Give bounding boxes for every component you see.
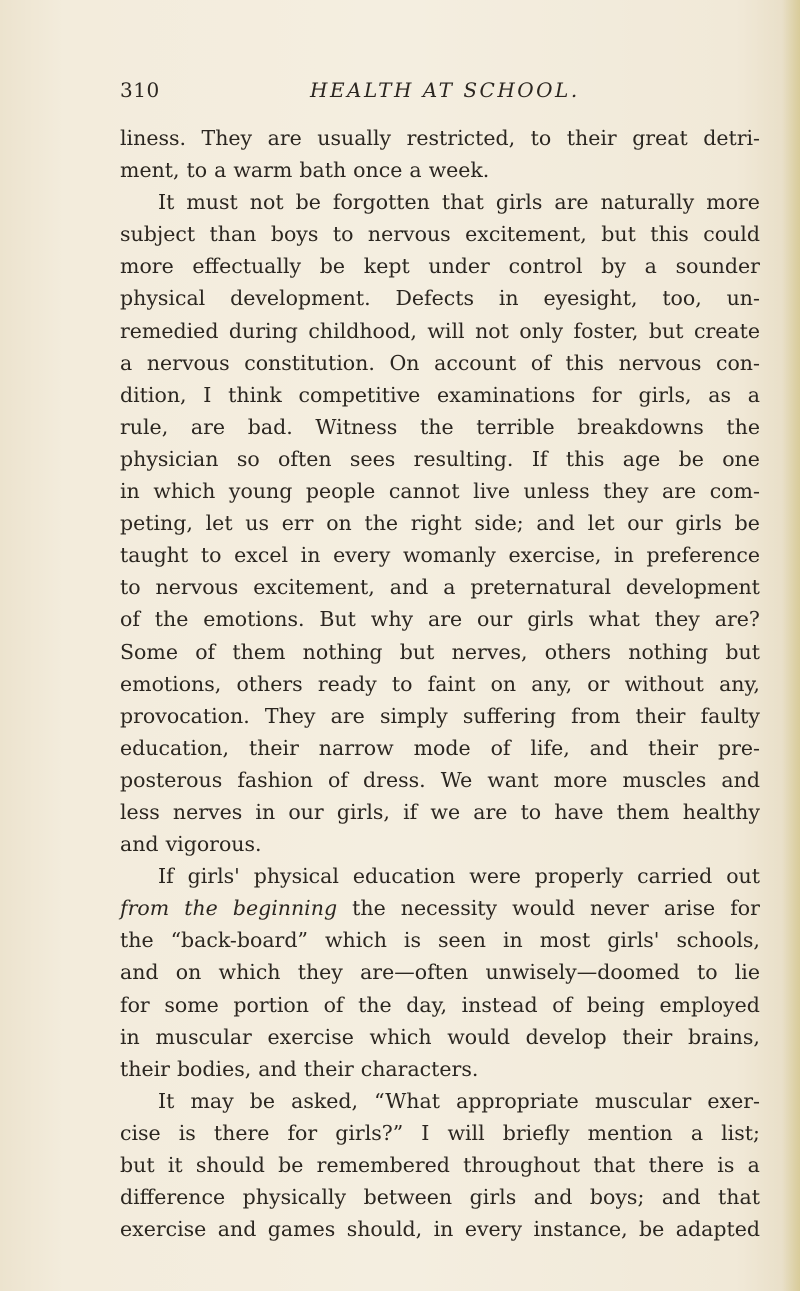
running-title: HEALTH AT SCHOOL. — [310, 78, 580, 102]
text-line: ment, to a warm bath once a week. — [120, 158, 490, 183]
text-line: and on which they are—often unwisely—doomed to lie — [120, 960, 760, 985]
text-line: rule, are bad. Witness the terrible breakdowns the — [120, 414, 760, 439]
text-line: more effectually be kept under control by a sounder — [120, 254, 760, 279]
text-line: taught to excel in every womanly exercise, in preference — [120, 543, 760, 568]
page-edge-shadow — [782, 0, 800, 1291]
text-line: but it should be remembered throughout that there is a — [120, 1153, 760, 1177]
text-line: exercise and games should, in every instance, be adapted — [120, 1217, 760, 1242]
running-header — [120, 78, 760, 112]
text-line: dition, I think competitive examinations for girls, as a — [120, 382, 760, 407]
text-line: emotions, others ready to faint on any, or without any, — [120, 671, 760, 696]
text-line: in muscular exercise which would develop their brains, — [120, 1024, 760, 1049]
text-line: from the beginning the necessity would never arise for — [120, 896, 760, 921]
text-line: in which young people cannot live unless they are com- — [120, 479, 760, 504]
text-line: physical development. Defects in eyesight, too, un- — [120, 286, 760, 311]
text-line: If girls' physical education were properly carried out — [158, 864, 760, 889]
text-line: of the emotions. But why are our girls what they are? — [120, 607, 760, 632]
text-line: physician so often sees resulting. If this age be one — [120, 446, 760, 471]
text-line: and vigorous. — [120, 832, 262, 857]
text-line: It may be asked, “What appropriate muscular exer- — [158, 1088, 760, 1113]
text-line: Some of them nothing but nerves, others nothing but — [120, 639, 760, 664]
text-line: liness. They are usually restricted, to their great detri- — [120, 126, 760, 150]
text-line: provocation. They are simply suffering from their faulty — [120, 703, 760, 728]
text-line: their bodies, and their characters. — [120, 1056, 479, 1081]
text-line: remedied during childhood, will not only foster, but create — [120, 318, 760, 343]
text-line: posterous fashion of dress. We want more muscles and — [120, 767, 760, 792]
text-line: to nervous excitement, and a preternatural development — [120, 575, 760, 600]
text-line: subject than boys to nervous excitement, but this could — [120, 222, 760, 247]
text-line: for some portion of the day, instead of being employed — [120, 992, 760, 1017]
text-line: peting, let us err on the right side; and let our girls be — [120, 511, 760, 536]
text-line: less nerves in our girls, if we are to have them healthy — [120, 799, 760, 824]
text-line: difference physically between girls and boys; and that — [120, 1185, 760, 1210]
text-line: education, their narrow mode of life, and their pre- — [120, 735, 760, 760]
text-line: It must not be forgotten that girls are naturally more — [158, 190, 760, 215]
body-text — [120, 122, 760, 1245]
page-number: 310 — [120, 78, 160, 102]
text-line: the “back-board” which is seen in most girls' schools, — [120, 928, 760, 953]
text-line: cise is there for girls?” I will briefly mention a list; — [120, 1120, 760, 1145]
text-line: a nervous constitution. On account of this nervous con- — [120, 350, 760, 375]
